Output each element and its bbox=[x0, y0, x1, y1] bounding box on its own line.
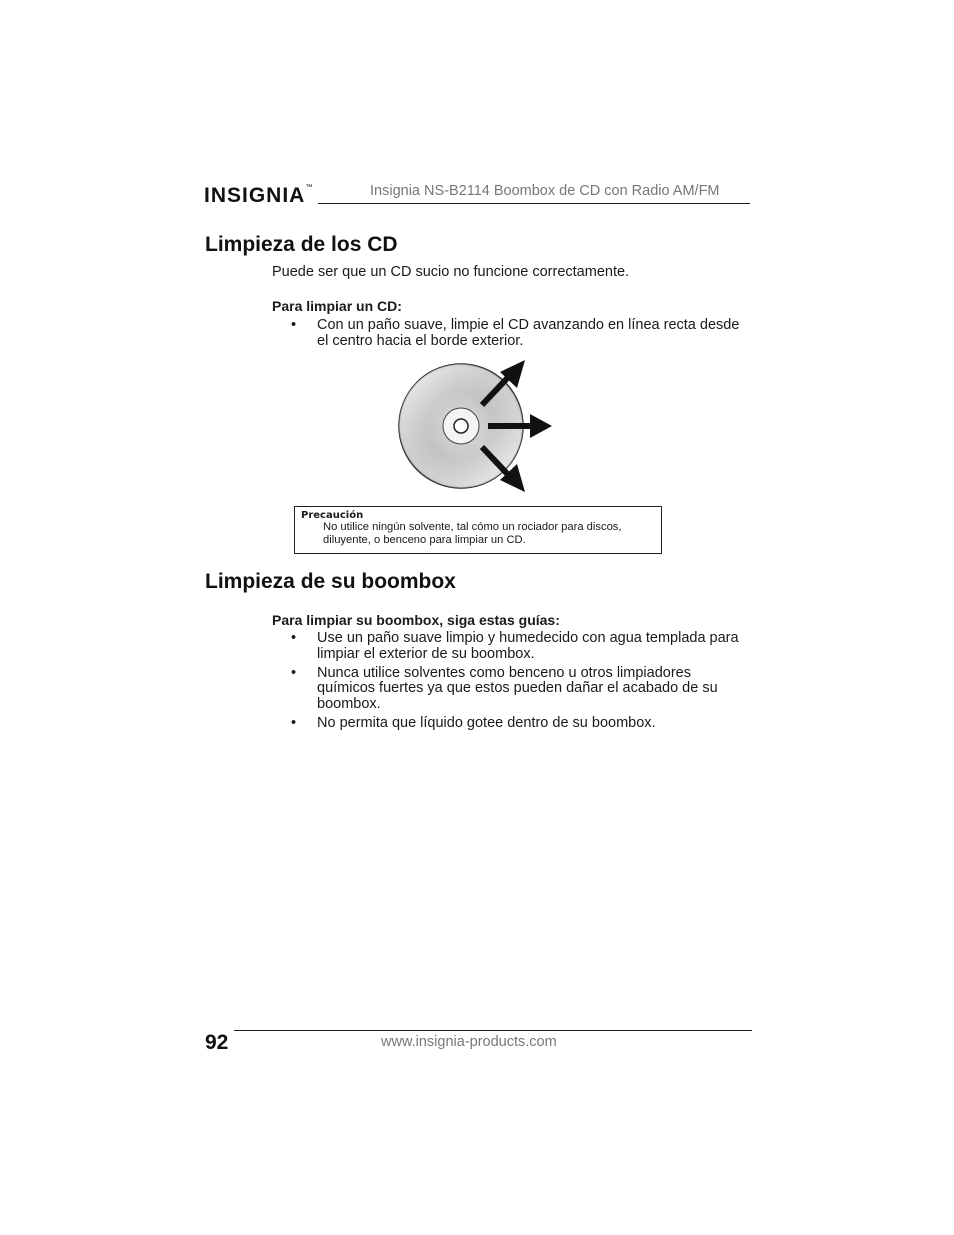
caution-box bbox=[294, 506, 662, 554]
list-item: • Nunca utilice solventes como benceno u otros limpiadores químicos fuertes ya que estos pueden dañar el acabado de su boombox. bbox=[291, 664, 718, 712]
caution-label: Precaución bbox=[301, 510, 364, 521]
section-heading-boombox-cleaning: Limpieza de su boombox bbox=[205, 570, 456, 593]
header-title: Insignia NS-B2114 Boombox de CD con Radio AM/FM bbox=[370, 183, 720, 199]
list-item: • Use un paño suave limpio y humedecido con agua templada para limpiar el exterior de su boombox. bbox=[291, 630, 739, 662]
caution-text: No utilice ningún solvente, tal cómo un rociador para discos, diluyente, o benceno para limpiar un CD. bbox=[323, 521, 622, 546]
boombox-cleaning-guidelines bbox=[272, 631, 752, 735]
header-divider bbox=[318, 203, 750, 204]
page-number: 92 bbox=[205, 1031, 229, 1054]
section-heading-cd-cleaning: Limpieza de los CD bbox=[205, 233, 398, 256]
section-intro: Puede ser que un CD sucio no funcione correctamente. bbox=[272, 264, 630, 280]
footer-url: www.insignia-products.com bbox=[381, 1034, 557, 1050]
subheading-clean-boombox: Para limpiar su boombox, siga estas guías: bbox=[272, 612, 560, 628]
cd-cleaning-diagram bbox=[396, 358, 558, 494]
list-item: • Con un paño suave, limpie el CD avanzando en línea recta desde el centro hacia el borde exterior. bbox=[291, 317, 740, 349]
insignia-logo: INSIGNIA™ bbox=[204, 184, 314, 207]
subheading-clean-cd: Para limpiar un CD: bbox=[272, 298, 402, 314]
cd-cleaning-steps bbox=[272, 318, 742, 353]
footer-divider bbox=[234, 1030, 752, 1031]
list-item: • No permita que líquido gotee dentro de su boombox. bbox=[291, 714, 656, 731]
